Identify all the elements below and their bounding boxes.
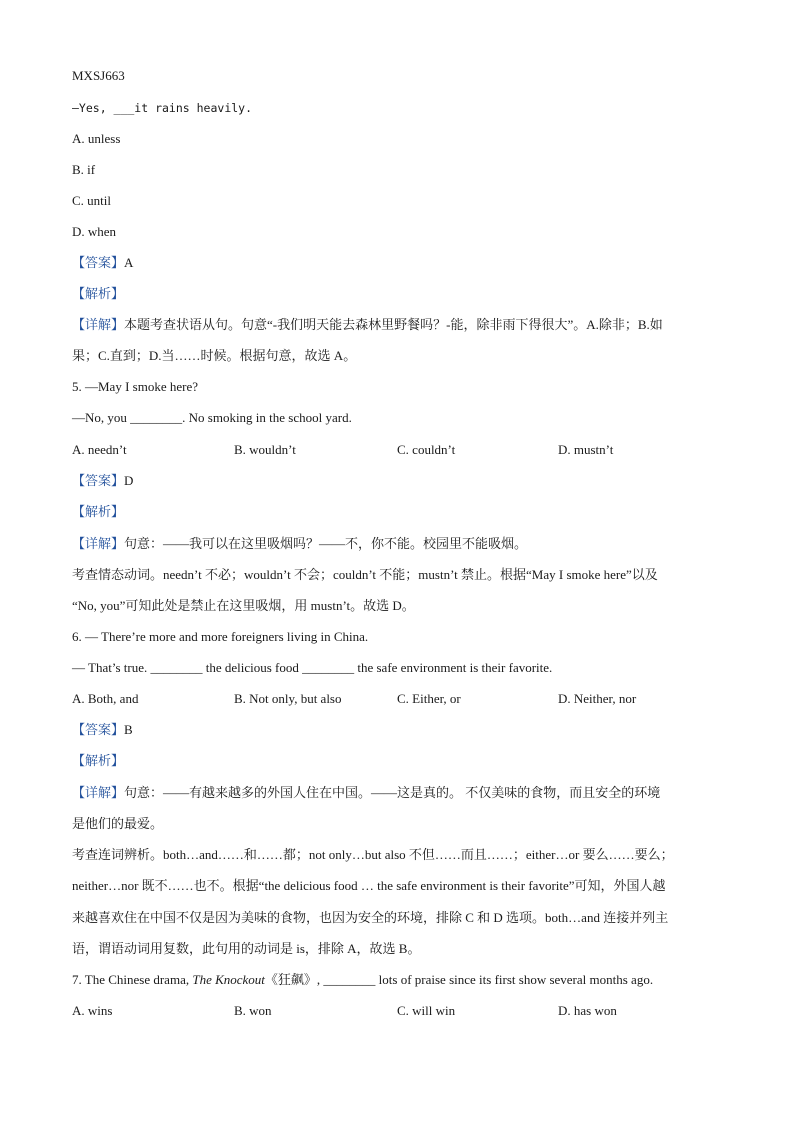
q6-stem-1: 6. — There’re more and more foreigners living in China. — [72, 629, 369, 644]
q7-option-c: C. will win — [397, 1003, 456, 1018]
q5-answer-line — [72, 472, 133, 491]
q5-option-a: A. needn’t — [72, 442, 127, 457]
q4-detail-text-1: 本题考查状语从句。句意“-我们明天能去森林里野餐吗？-能，除非雨下得很大”。A.除非；B.如 — [124, 317, 663, 332]
q4-answer: A — [124, 255, 134, 270]
q4-option-b: B. if — [72, 162, 96, 177]
q6-detail-line-2: 是他们的最爱。 — [72, 816, 164, 831]
q5-answer: D — [124, 473, 134, 488]
q5-stem-1: 5. —May I smoke here? — [72, 379, 198, 394]
q5-options — [72, 441, 732, 459]
analysis-tag: 【解析】 — [72, 754, 125, 769]
analysis-tag: 【解析】 — [72, 505, 125, 520]
q4-analysis-line — [72, 285, 124, 304]
q4-stem: –Yes, ___it rains heavily. — [72, 101, 253, 115]
q6-detail-line-5: 来越喜欢住在中国不仅是因为美味的食物，也因为安全的环境，排除 C 和 D 选项。both…and 连接并列主 — [72, 910, 669, 925]
q5-option-b: B. wouldn’t — [234, 442, 296, 457]
detail-tag: 【详解】 — [72, 786, 125, 801]
q6-options — [72, 690, 732, 708]
q6-stem-2: — That’s true. ________ the delicious food ________ the safe environment is their favorite. — [72, 660, 553, 675]
answer-tag: 【答案】 — [72, 723, 125, 738]
analysis-tag: 【解析】 — [72, 287, 125, 302]
q6-option-d: D. Neither, nor — [558, 691, 637, 706]
q6-answer-line — [72, 721, 133, 740]
q5-detail-text-1: 句意：——我可以在这里吸烟吗？——不，你不能。校园里不能吸烟。 — [124, 536, 528, 551]
q7-stem-prefix: 7. The Chinese drama, — [72, 972, 193, 987]
q6-detail-text-1: 句意：——有越来越多的外国人住在中国。——这是真的。 不仅美味的食物，而且安全的环境 — [124, 785, 661, 800]
q7-stem — [72, 971, 653, 989]
q5-option-c: C. couldn’t — [397, 442, 456, 457]
q4-detail-line-1 — [72, 316, 663, 335]
q5-detail-line-3: “No, you”可知此处是禁止在这里吸烟，用 mustn’t。故选 D。 — [72, 598, 415, 613]
q4-answer-line — [72, 254, 133, 273]
q5-stem-2: —No, you ________. No smoking in the school yard. — [72, 410, 352, 425]
q5-option-d: D. mustn’t — [558, 442, 614, 457]
q4-detail-line-2: 果；C.直到；D.当……时候。根据句意，故选 A。 — [72, 348, 357, 363]
q6-detail-line-4: neither…nor 既不……也不。根据“the delicious food … the safe environment is their favorite”可知，外国人越 — [72, 878, 666, 893]
q5-analysis-line — [72, 503, 124, 522]
q7-option-d: D. has won — [558, 1003, 617, 1018]
q7-option-a: A. wins — [72, 1003, 113, 1018]
q4-option-c: C. until — [72, 193, 112, 208]
detail-tag: 【详解】 — [72, 537, 125, 552]
q7-option-b: B. won — [234, 1003, 272, 1018]
q6-option-b: B. Not only, but also — [234, 691, 342, 706]
q7-options — [72, 1002, 732, 1020]
detail-tag: 【详解】 — [72, 318, 125, 333]
q7-drama-title: The Knockout — [192, 972, 265, 987]
q4-option-d: D. when — [72, 224, 117, 239]
q7-stem-suffix: 《狂飙》, ________ lots of praise since its first show several months ago. — [264, 972, 654, 987]
answer-tag: 【答案】 — [72, 256, 125, 271]
answer-tag: 【答案】 — [72, 474, 125, 489]
q6-detail-line-1 — [72, 784, 660, 803]
question-code: MXSJ663 — [72, 68, 125, 83]
q4-option-a: A. unless — [72, 131, 121, 146]
q6-analysis-line — [72, 752, 124, 771]
q5-detail-line-1 — [72, 535, 527, 554]
q6-answer: B — [124, 722, 133, 737]
q5-detail-line-2: 考查情态动词。needn’t 不必；wouldn’t 不会；couldn’t 不能；mustn’t 禁止。根据“May I smoke here”以及 — [72, 567, 658, 582]
q6-detail-line-6: 语，谓语动词用复数，此句用的动词是 is，排除 A，故选 B。 — [72, 941, 421, 956]
q6-option-c: C. Either, or — [397, 691, 461, 706]
q6-option-a: A. Both, and — [72, 691, 139, 706]
q6-detail-line-3: 考查连词辨析。both…and……和……都；not only…but also 不但……而且……；either…or 要么……要么； — [72, 847, 674, 862]
